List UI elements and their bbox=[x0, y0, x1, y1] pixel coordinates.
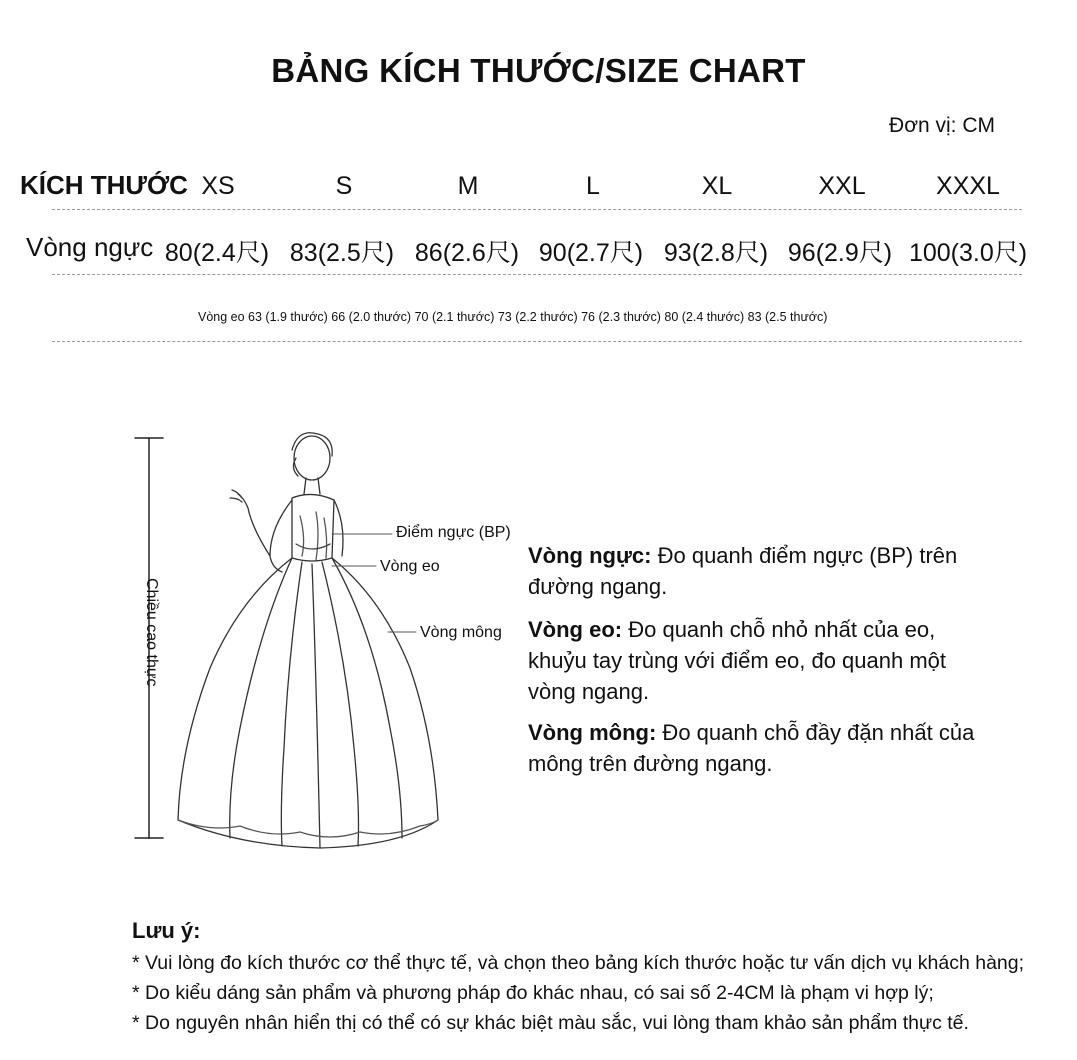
waist-row: Vòng eo 63 (1.9 thước) 66 (2.0 thước) 70 (2.1 thước) 73 (2.2 thước) 76 (2.3 thước) 80 (2.4 thước) 83 (2.5 thước) bbox=[198, 310, 828, 324]
waist-description bbox=[528, 614, 998, 707]
size-header-row bbox=[20, 170, 1060, 210]
hip-text: Đo quanh chỗ đầy đặn nhất của mông trên đường ngang. bbox=[528, 720, 975, 776]
bust-text: Đo quanh điểm ngực (BP) trên đường ngang. bbox=[528, 543, 958, 599]
size-xxl: XXL bbox=[818, 172, 866, 200]
bust-value: 90(2.7尺) bbox=[538, 239, 644, 267]
divider bbox=[52, 209, 1022, 210]
divider bbox=[52, 341, 1022, 342]
bust-label: Vòng ngực bbox=[26, 232, 154, 262]
bust-description bbox=[528, 540, 998, 602]
waist-term: Vòng eo: bbox=[528, 617, 623, 642]
bust-term: Vòng ngực: bbox=[528, 543, 652, 568]
size-xs: XS bbox=[201, 172, 235, 200]
note-item: * Do kiểu dáng sản phẩm và phương pháp đo khác nhau, có sai số 2-4CM là phạm vi hợp lý; bbox=[132, 982, 934, 1004]
note-item: * Vui lòng đo kích thước cơ thể thực tế, và chọn theo bảng kích thước hoặc tư vấn dịch vụ khách hàng; bbox=[132, 952, 1025, 974]
dress-figure bbox=[120, 428, 520, 868]
bust-value: 86(2.6尺) bbox=[414, 239, 520, 267]
size-s: S bbox=[335, 172, 353, 200]
bust-value: 80(2.4尺) bbox=[164, 239, 270, 267]
size-header-label: KÍCH THƯỚC bbox=[20, 170, 188, 200]
unit-label: Đơn vị: CM bbox=[889, 114, 995, 137]
size-m: M bbox=[457, 172, 479, 200]
hip-label: Vòng mông bbox=[420, 624, 502, 641]
height-label: Chiều cao thực bbox=[143, 578, 160, 687]
bust-value: 83(2.5尺) bbox=[289, 239, 395, 267]
size-xxxl: XXXL bbox=[936, 172, 1000, 200]
waist-label: Vòng eo bbox=[380, 558, 440, 575]
bust-value: 96(2.9尺) bbox=[787, 239, 893, 267]
bp-label: Điểm ngực (BP) bbox=[396, 524, 511, 541]
page-title: BẢNG KÍCH THƯỚC/SIZE CHART bbox=[271, 52, 806, 89]
bust-value: 93(2.8尺) bbox=[663, 239, 769, 267]
size-xl: XL bbox=[701, 172, 733, 200]
size-l: L bbox=[586, 172, 600, 200]
bust-row bbox=[26, 232, 1056, 272]
hip-description bbox=[528, 717, 998, 779]
divider bbox=[52, 274, 1022, 275]
notes-title: Lưu ý: bbox=[132, 918, 201, 943]
note-item: * Do nguyên nhân hiển thị có thể có sự khác biệt màu sắc, vui lòng tham khảo sản phẩm thực tế. bbox=[132, 1012, 969, 1034]
bust-value: 100(3.0尺) bbox=[908, 239, 1028, 267]
dress-illustration bbox=[120, 428, 520, 868]
waist-text: Đo quanh chỗ nhỏ nhất của eo, khuỷu tay trùng với điểm eo, đo quanh một vòng ngang. bbox=[528, 617, 946, 704]
hip-term: Vòng mông: bbox=[528, 720, 657, 745]
